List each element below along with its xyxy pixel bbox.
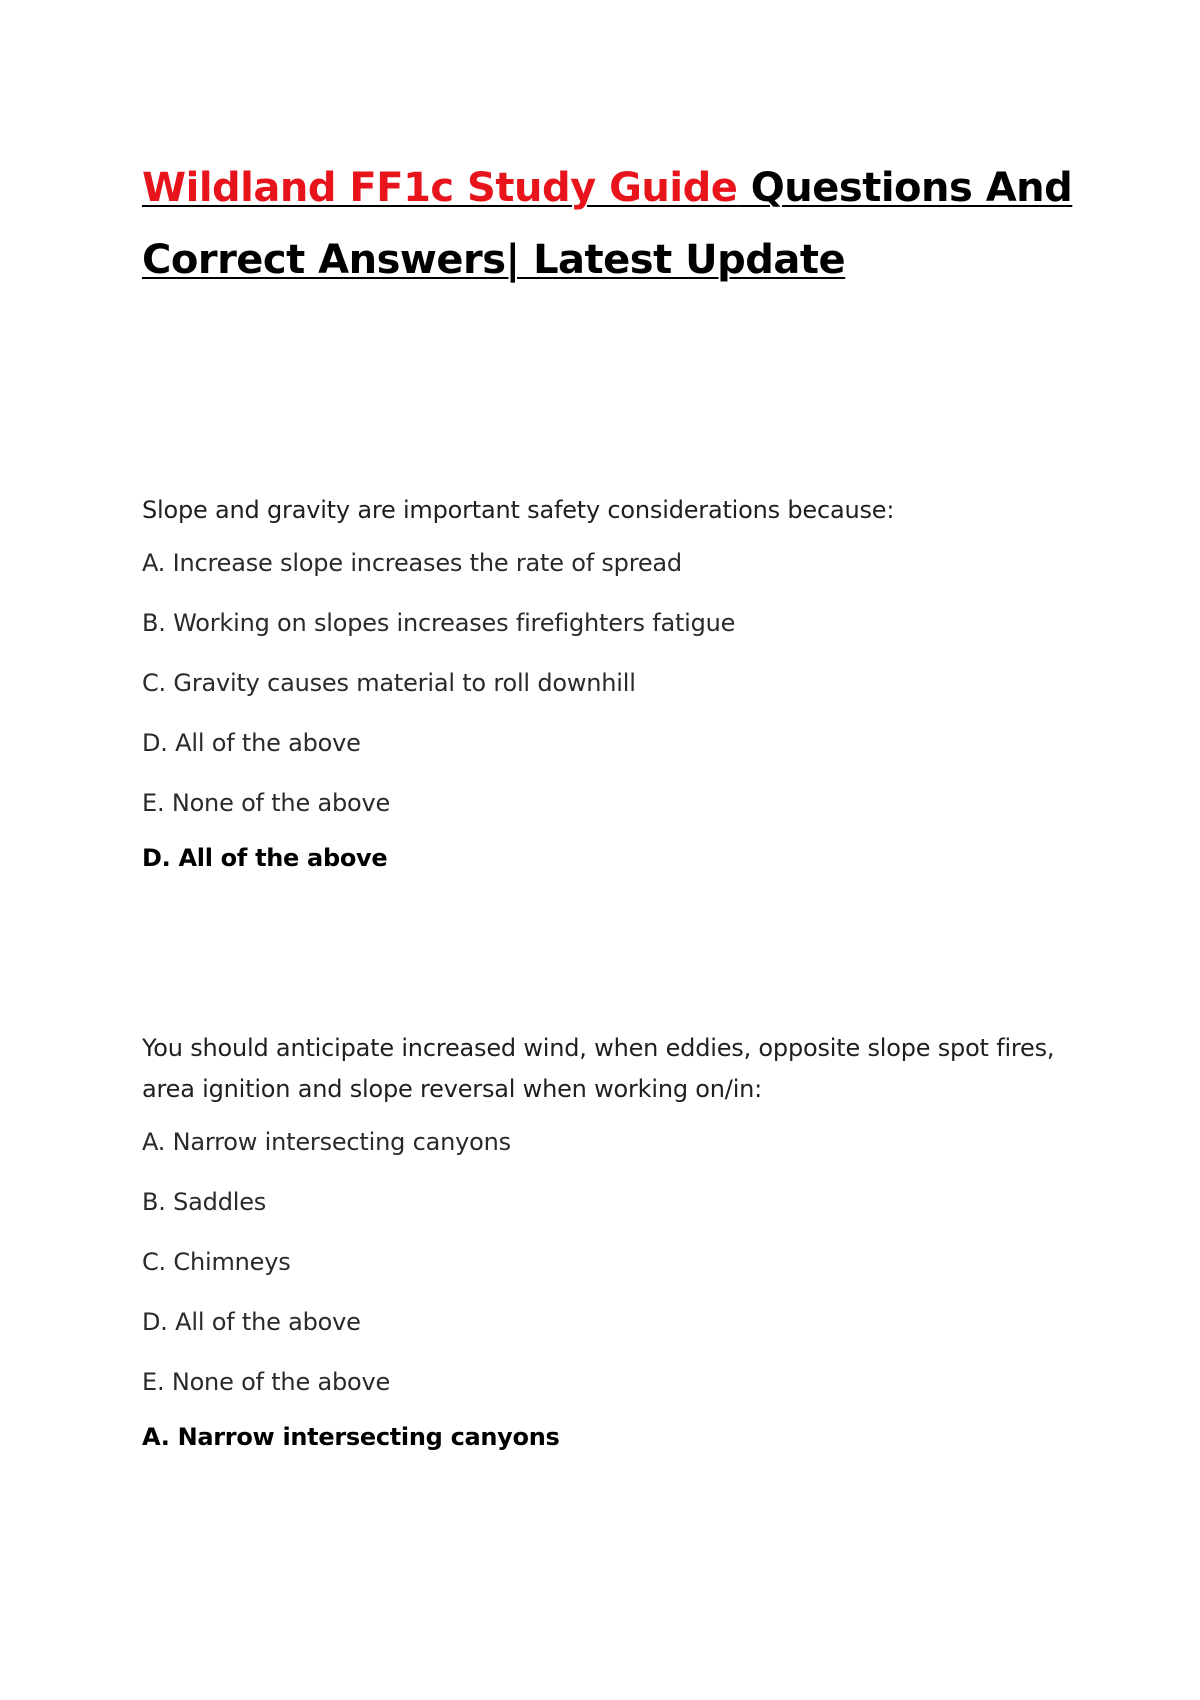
option-b: B. Saddles [142,1188,267,1216]
title-highlighted-part: Wildland FF1c Study Guide [142,165,738,211]
option-e: E. None of the above [142,789,391,817]
option-e: E. None of the above [142,1368,391,1396]
correct-answer: D. All of the above [142,844,388,872]
correct-answer: A. Narrow intersecting canyons [142,1423,560,1451]
option-d: D. All of the above [142,729,361,757]
option-a: A. Increase slope increases the rate of spread [142,549,682,577]
answer-options [142,548,1082,818]
option-d: D. All of the above [142,1308,361,1336]
question-text: You should anticipate increased wind, when eddies, opposite slope spot fires, area ignition and slope reversal when working on/in: [142,1034,1055,1103]
title-plain-part: Questions And Correct Answers| Latest Update [142,165,1073,283]
answer-options [142,1127,1082,1397]
document-title [142,152,1082,296]
option-c: C. Chimneys [142,1248,291,1276]
question-text: Slope and gravity are important safety considerations because: [142,496,895,524]
option-b: B. Working on slopes increases firefighters fatigue [142,609,736,637]
option-c: C. Gravity causes material to roll downhill [142,669,636,697]
question-block-2 [142,1028,1082,1452]
question-block-1 [142,490,1082,873]
option-a: A. Narrow intersecting canyons [142,1128,511,1156]
